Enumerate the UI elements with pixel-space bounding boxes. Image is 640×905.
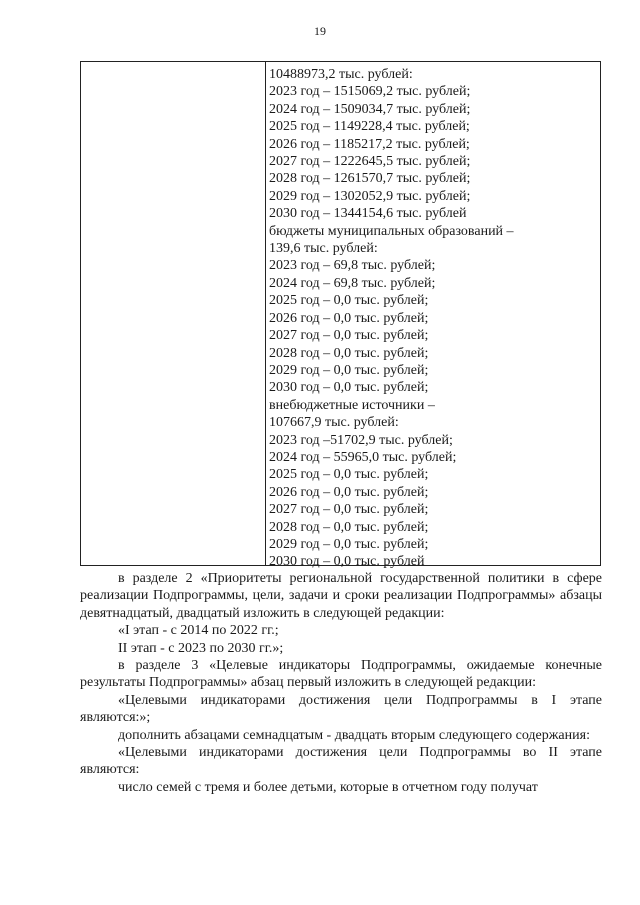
table-line: 2030 год – 1344154,6 тыс. рублей: [269, 206, 467, 222]
table-line: 2029 год – 0,0 тыс. рублей;: [269, 536, 429, 552]
table-line: 2028 год – 0,0 тыс. рублей;: [269, 519, 429, 535]
table-line: 2026 год – 0,0 тыс. рублей;: [269, 484, 429, 500]
paragraph: «Целевыми индикаторами достижения цели Подпрограммы в I этапе являются:»;: [80, 692, 602, 726]
table-line: 2024 год – 69,8 тыс. рублей;: [269, 275, 436, 291]
table-line: 2030 год – 0,0 тыс. рублей;: [269, 380, 429, 396]
paragraph: «Целевыми индикаторами достижения цели Подпрограммы во II этапе являются:: [80, 745, 602, 778]
table-line: 2026 год – 1185217,2 тыс. рублей;: [269, 136, 470, 152]
table-line: 2028 год – 1261570,7 тыс. рублей;: [269, 171, 471, 187]
table-left-cell: [81, 62, 266, 565]
table-line: 10488973,2 тыс. рублей:: [269, 67, 413, 82]
document-body: [80, 570, 602, 796]
table-line: 2024 год – 1509034,7 тыс. рублей;: [269, 101, 471, 117]
paragraph: в разделе 3 «Целевые индикаторы Подпрограммы, ожидаемые конечные результаты Подпрограммы» абзац первый изложить в следующей редакции:: [80, 658, 602, 691]
table-line: 2026 год – 0,0 тыс. рублей;: [269, 310, 429, 326]
table-line: 2024 год – 55965,0 тыс. рублей;: [269, 449, 457, 465]
table-line: 139,6 тыс. рублей:: [269, 241, 378, 257]
table-line: внебюджетные источники –: [269, 397, 435, 413]
paragraph: в разделе 2 «Приоритеты региональной государственной политики в сфере реализации Подпрограммы, цели, задачи и сроки реализации Подпрограммы» абзацы девятнадцатый, двадцатый изложить в следующей редакции:: [80, 571, 602, 621]
table-line: 2025 год – 0,0 тыс. рублей;: [269, 293, 429, 309]
paragraph: «I этап - с 2014 по 2022 гг.;: [118, 623, 279, 639]
paragraph: II этап - с 2023 по 2030 гг.»;: [118, 640, 284, 656]
table-line: 2027 год – 0,0 тыс. рублей;: [269, 502, 429, 518]
funding-table: [80, 61, 601, 570]
table-line: 2025 год – 0,0 тыс. рублей;: [269, 467, 429, 483]
table-line: 2023 год – 1515069,2 тыс. рублей;: [269, 84, 471, 100]
table-line: 2027 год – 1222645,5 тыс. рублей;: [269, 154, 471, 170]
table-line: 2028 год – 0,0 тыс. рублей;: [269, 345, 429, 361]
paragraph: число семей с тремя и более детьми, которые в отчетном году получат: [118, 779, 538, 795]
table-line: бюджеты муниципальных образований –: [269, 223, 514, 239]
table-line: 107667,9 тыс. рублей:: [269, 415, 399, 431]
table-line: 2025 год – 1149228,4 тыс. рублей;: [269, 119, 470, 135]
table-right-cell: [266, 62, 600, 570]
table-line: 2027 год – 0,0 тыс. рублей;: [269, 328, 429, 344]
table-line: 2030 год – 0,0 тыс. рублей: [269, 554, 425, 570]
table-line: 2029 год – 0,0 тыс. рублей;: [269, 362, 429, 378]
table-line: 2029 год – 1302052,9 тыс. рублей;: [269, 188, 471, 204]
paragraph: дополнить абзацами семнадцатым - двадцать вторым следующего содержания:: [118, 727, 590, 743]
table-line: 2023 год – 69,8 тыс. рублей;: [269, 258, 436, 274]
page-number: 19: [314, 24, 326, 38]
table-line: 2023 год –51702,9 тыс. рублей;: [269, 432, 453, 448]
